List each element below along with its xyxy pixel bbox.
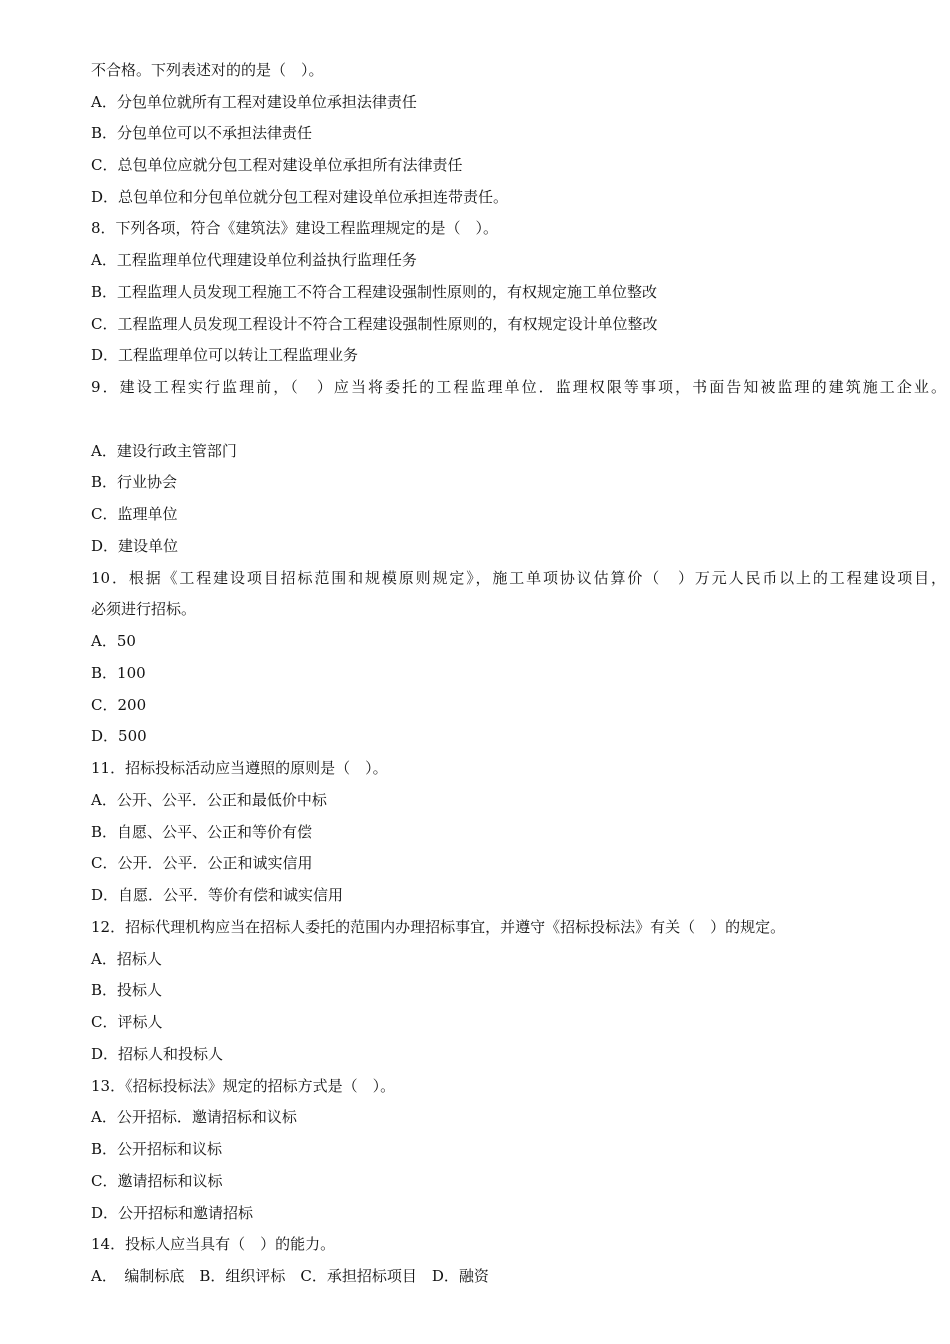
- question-11-stem: 11．招标投标活动应当遵照的原则是（ ）。: [91, 759, 388, 777]
- question-10-stem-continuation: 必须进行招标。: [91, 600, 197, 618]
- question-9-option-c: C．监理单位: [91, 505, 178, 523]
- question-13-option-b: B．公开招标和议标: [91, 1140, 223, 1158]
- question-12-option-c: C．评标人: [91, 1013, 163, 1031]
- question-7-option-c: C．总包单位应就分包工程对建设单位承担所有法律责任: [91, 156, 463, 174]
- question-8-option-a: A．工程监理单位代理建设单位利益执行监理任务: [91, 251, 417, 269]
- question-8-option-c: C．工程监理人员发现工程设计不符合工程建设强制性原则的，有权规定设计单位整改: [91, 315, 658, 333]
- question-7-option-d: D．总包单位和分包单位就分包工程对建设单位承担连带责任。: [91, 188, 509, 206]
- question-11-option-b: B．自愿、公平、公正和等价有偿: [91, 823, 313, 841]
- question-7-option-b: B．分包单位可以不承担法律责任: [91, 124, 313, 142]
- question-12-stem: 12．招标代理机构应当在招标人委托的范围内办理招标事宜，并遵守《招标投标法》有关（ ）的规定。: [91, 918, 786, 936]
- question-10-option-d: D．500: [91, 727, 147, 745]
- question-7-option-a: A．分包单位就所有工程对建设单位承担法律责任: [91, 93, 417, 111]
- question-11-option-d: D．自愿．公平．等价有偿和诚实信用: [91, 886, 344, 904]
- question-12-option-b: B．投标人: [91, 981, 163, 999]
- question-13-option-c: C．邀请招标和议标: [91, 1172, 223, 1190]
- question-10-stem: 10．根据《工程建设项目招标范围和规模原则规定》，施工单项协议估算价（ ）万元人民币以上的工程建设项目，: [91, 569, 946, 587]
- question-12-option-d: D．招标人和投标人: [91, 1045, 224, 1063]
- question-13-stem: 13．《招标投标法》规定的招标方式是（ ）。: [91, 1077, 396, 1095]
- question-9-option-b: B．行业协会: [91, 473, 178, 491]
- question-9-option-a: A．建设行政主管部门: [91, 442, 237, 460]
- question-11-option-c: C．公开．公平．公正和诚实信用: [91, 854, 313, 872]
- question-8-option-d: D．工程监理单位可以转让工程监理业务: [91, 346, 359, 364]
- question-10-option-c: C．200: [91, 696, 147, 714]
- question-11-option-a: A．公开、公平．公正和最低价中标: [91, 791, 327, 809]
- question-13-option-a: A．公开招标．邀请招标和议标: [91, 1108, 297, 1126]
- question-12-option-a: A．招标人: [91, 950, 162, 968]
- question-14-options: A． 编制标底 B．组织评标 C．承担招标项目 D．融资: [91, 1267, 489, 1285]
- question-14-stem: 14．投标人应当具有（ ）的能力。: [91, 1235, 336, 1253]
- question-9-stem: 9．建设工程实行监理前，（ ）应当将委托的工程监理单位．监理权限等事项，书面告知被监理的建筑施工企业。: [91, 378, 946, 396]
- question-13-option-d: D．公开招标和邀请招标: [91, 1204, 254, 1222]
- question-10-option-a: A．50: [91, 632, 136, 650]
- question-8-option-b: B．工程监理人员发现工程施工不符合工程建设强制性原则的，有权规定施工单位整改: [91, 283, 658, 301]
- question-8-stem: 8．下列各项，符合《建筑法》建设工程监理规定的是（ ）。: [91, 219, 499, 237]
- question-10-option-b: B．100: [91, 664, 146, 682]
- question-7-stem-continuation: 不合格。下列表述对的的是（ ）。: [91, 61, 324, 79]
- question-9-option-d: D．建设单位: [91, 537, 179, 555]
